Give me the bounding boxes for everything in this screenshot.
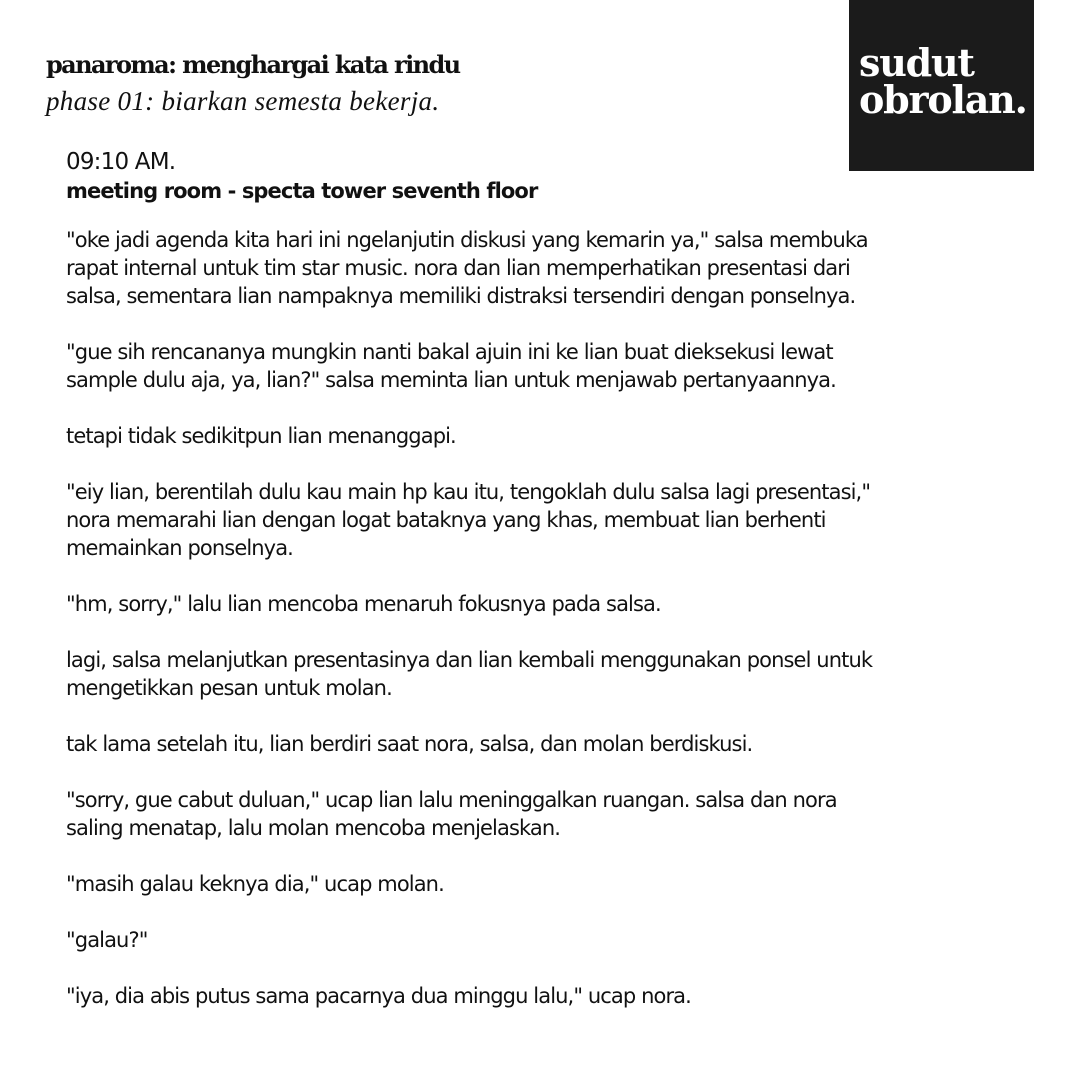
story-line: rapat internal untuk tim star music. nora dan lian memperhatikan presentasi dari xyxy=(66,256,850,280)
story-line: lagi, salsa melanjutkan presentasinya dan lian kembali menggunakan ponsel untuk xyxy=(66,648,873,672)
story-line: "oke jadi agenda kita hari ini ngelanjutin diskusi yang kemarin ya," salsa membuka xyxy=(66,228,868,252)
series-title: panaroma: menghargai kata rindu xyxy=(46,50,460,79)
story-paragraph xyxy=(66,422,1056,450)
story-body xyxy=(66,226,1056,1038)
story-paragraph xyxy=(66,730,1056,758)
story-line: memainkan ponselnya. xyxy=(66,536,293,560)
story-paragraph xyxy=(66,226,1056,310)
story-line: salsa, sementara lian nampaknya memiliki distraksi tersendiri dengan ponselnya. xyxy=(66,284,856,308)
story-line: sample dulu aja, ya, lian?" salsa meminta lian untuk menjawab pertanyaannya. xyxy=(66,368,836,392)
story-line: "galau?" xyxy=(66,928,148,952)
story-paragraph xyxy=(66,646,1056,702)
phase-title: phase 01: biarkan semesta bekerja. xyxy=(46,86,440,116)
story-line: "hm, sorry," lalu lian mencoba menaruh fokusnya pada salsa. xyxy=(66,592,661,616)
story-line: "eiy lian, berentilah dulu kau main hp kau itu, tengoklah dulu salsa lagi presentasi," xyxy=(66,480,871,504)
story-paragraph xyxy=(66,338,1056,394)
story-line: tak lama setelah itu, lian berdiri saat nora, salsa, dan molan berdiskusi. xyxy=(66,732,753,756)
brand-line-2: obrolan. xyxy=(859,77,1027,122)
story-line: "sorry, gue cabut duluan," ucap lian lalu meninggalkan ruangan. salsa dan nora xyxy=(66,788,837,812)
story-line: "gue sih rencananya mungkin nanti bakal ajuin ini ke lian buat dieksekusi lewat xyxy=(66,340,833,364)
story-paragraph xyxy=(66,786,1056,842)
scene-time: 09:10 AM. xyxy=(66,149,176,175)
story-paragraph xyxy=(66,478,1056,562)
story-line: saling menatap, lalu molan mencoba menjelaskan. xyxy=(66,816,561,840)
story-line: "masih galau keknya dia," ucap molan. xyxy=(66,872,444,896)
brand-line-1: sudut xyxy=(859,40,974,85)
story-line: nora memarahi lian dengan logat bataknya yang khas, membuat lian berhenti xyxy=(66,508,826,532)
brand-logo-text xyxy=(859,40,1027,122)
story-line: mengetikkan pesan untuk molan. xyxy=(66,676,392,700)
story-paragraph xyxy=(66,926,1056,954)
story-line: tetapi tidak sedikitpun lian menanggapi. xyxy=(66,424,456,448)
story-paragraph xyxy=(66,982,1056,1010)
brand-logo-box xyxy=(849,0,1034,171)
scene-location: meeting room - specta tower seventh floor xyxy=(66,179,538,203)
story-paragraph xyxy=(66,590,1056,618)
story-paragraph xyxy=(66,870,1056,898)
story-line: "iya, dia abis putus sama pacarnya dua minggu lalu," ucap nora. xyxy=(66,984,691,1008)
